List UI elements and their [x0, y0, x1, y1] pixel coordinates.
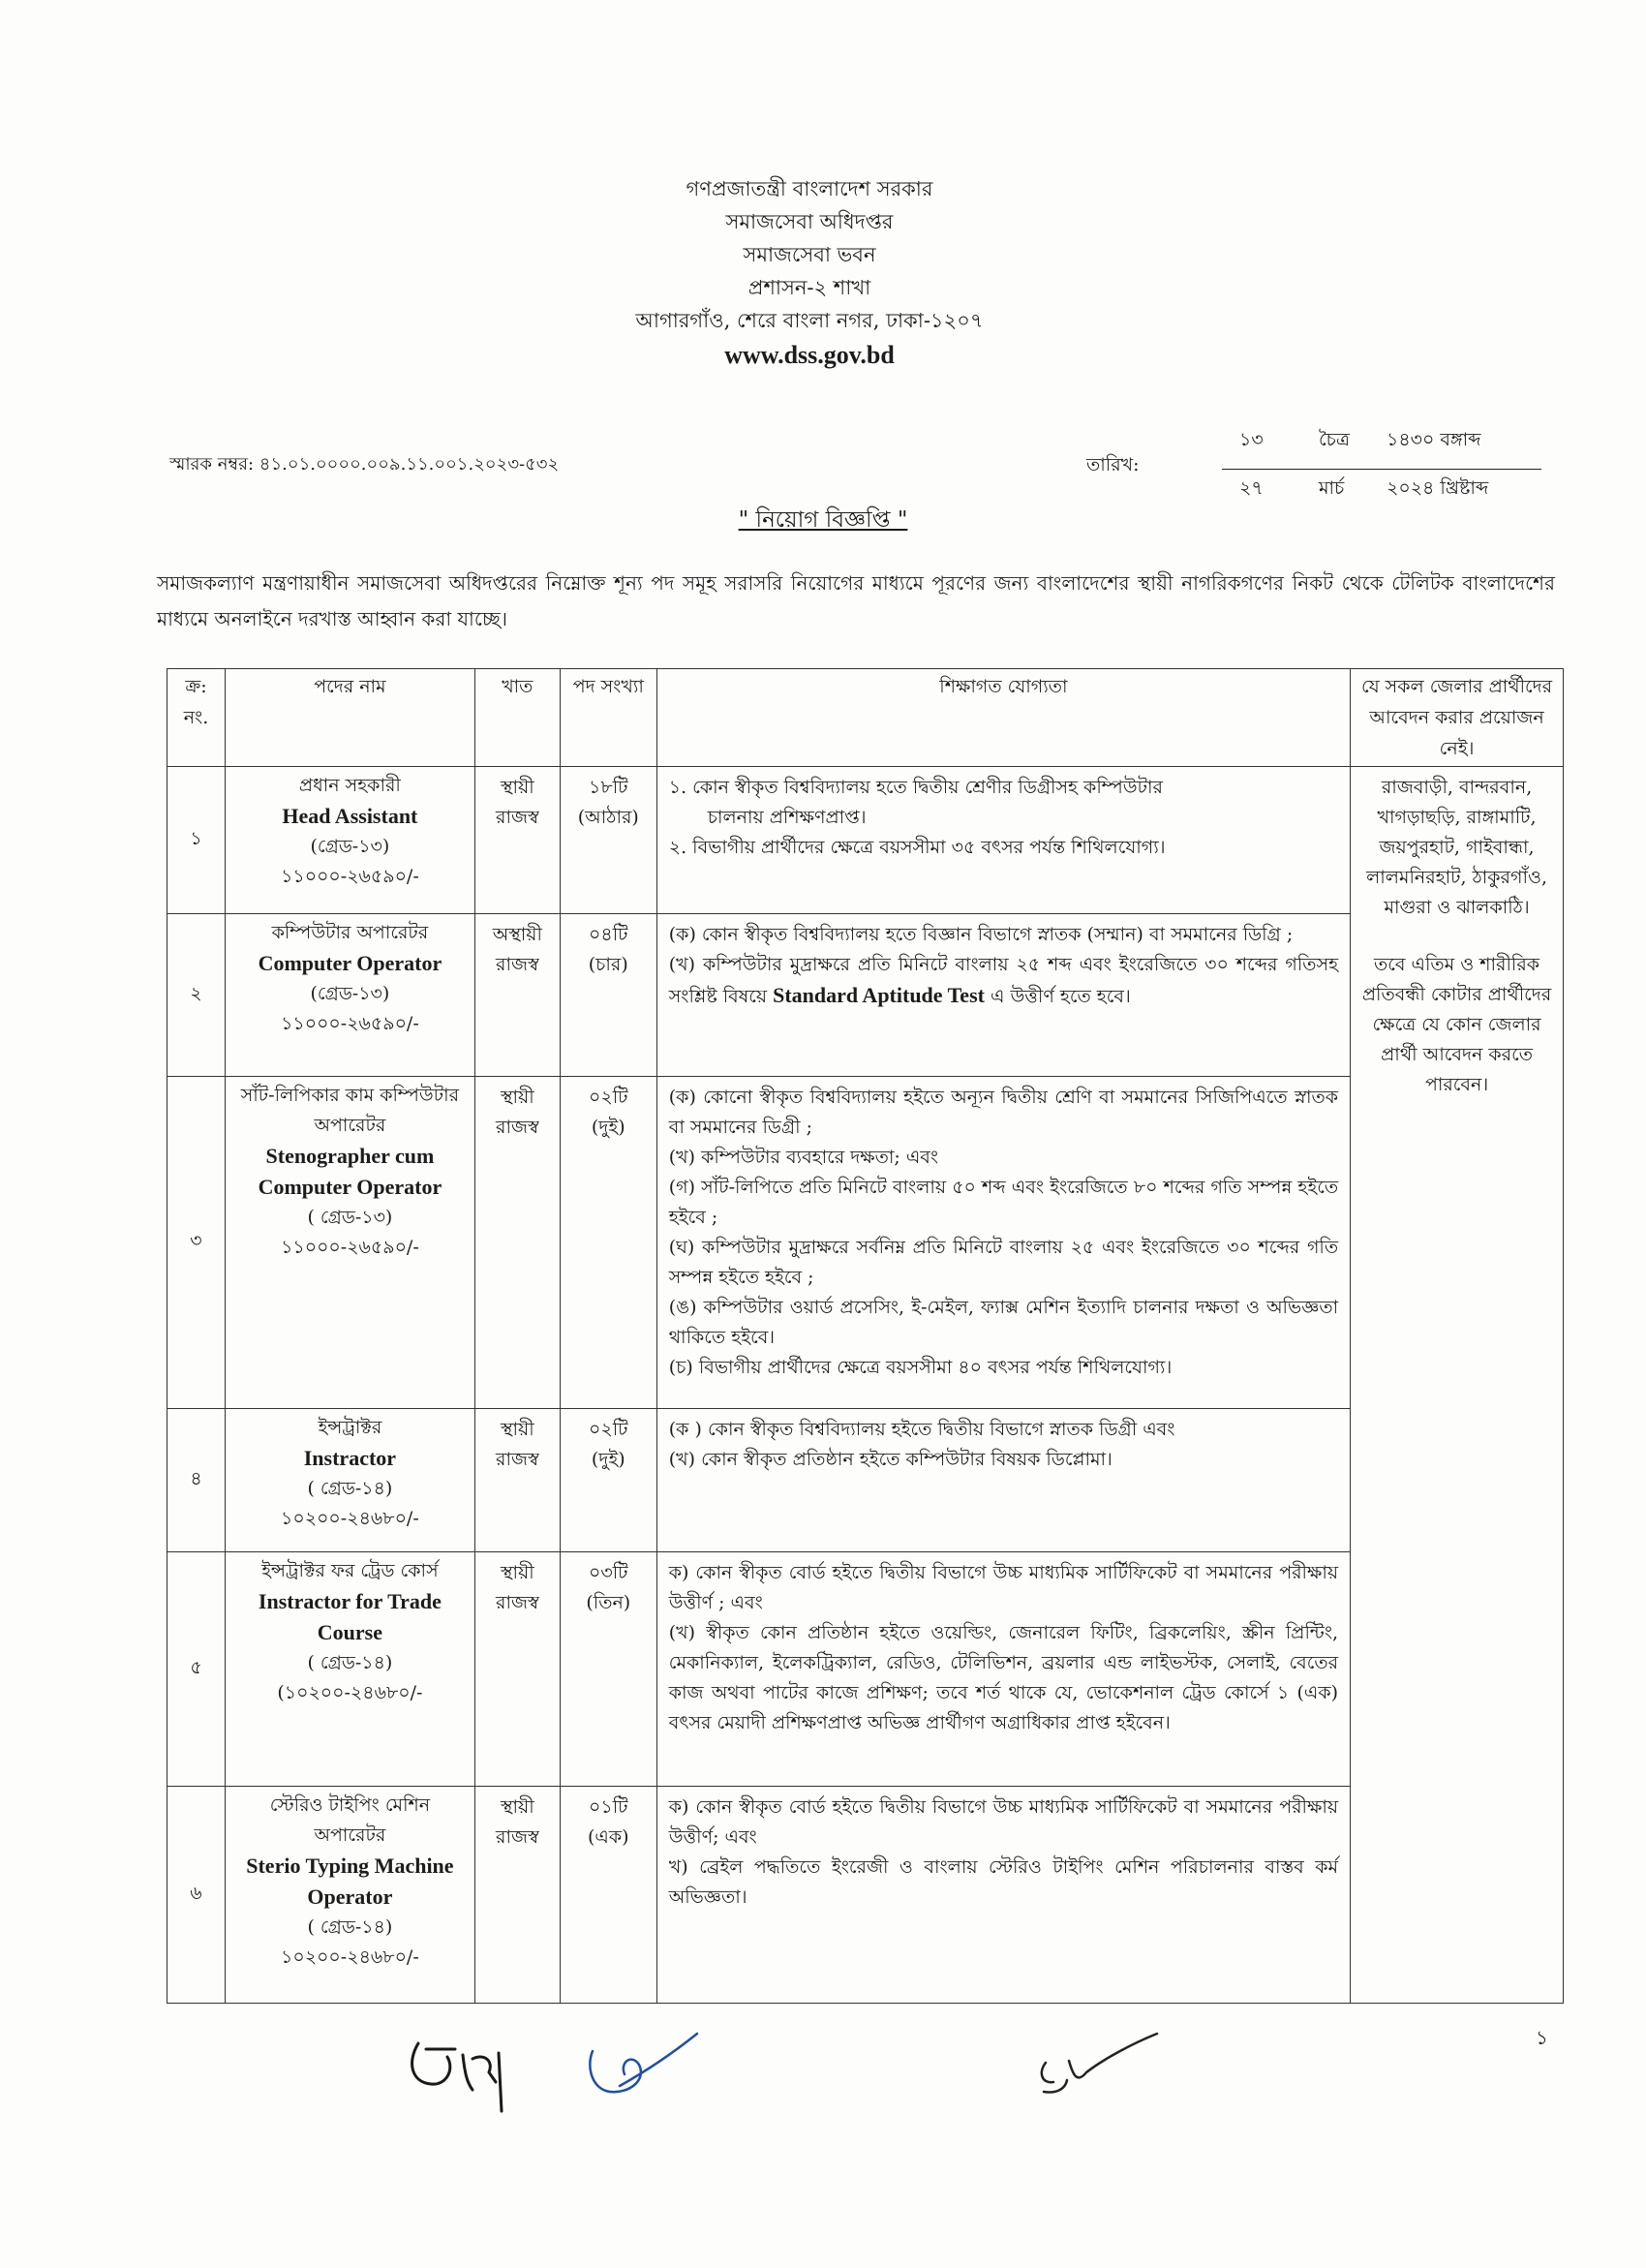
row-serial: ১ [168, 767, 226, 914]
date-bangla-month: চৈত্র [1319, 429, 1350, 450]
qual-text: (খ) কম্পিউটার মুদ্রাক্ষরে প্রতি মিনিটে বাংলায় ২৫ শব্দ এবং ইংরেজিতে ৩০ শব্দের গতিসহ সংশ্লিষ্ট বিষয়ে [668, 954, 1339, 1007]
qual-item: ২. বিভাগীয় প্রার্থীদের ক্ষেত্রে বয়সসীমা ৩৫ বৎসর পর্যন্ত শিথিলযোগ্য। [668, 837, 1166, 858]
row-count [560, 1552, 656, 1787]
address: আগারগাঁও, শেরে বাংলা নগর, ঢাকা-১২০৭ [635, 309, 984, 332]
header-districts: যে সকল জেলার প্রার্থীদের আবেদন করার প্রয়োজন নেই। [1351, 669, 1564, 767]
post-grade: (গ্রেড-১৩) [310, 836, 390, 857]
qual-item: (ক) কোন স্বীকৃত বিশ্ববিদ্যালয় হতে বিজ্ঞান বিভাগে স্নাতক (সম্মান) বা সমমানের ডিগ্রি ; [668, 924, 1294, 945]
qual-tail: এ উত্তীর্ণ হতে হবে। [991, 986, 1131, 1007]
date-divider [1222, 469, 1541, 470]
qual-item: (গ) সাঁট-লিপিতে প্রতি মিনিটে বাংলায় ৫০ শব্দ এবং ইংরেজিতে ৮০ শব্দের গতি সম্পন্ন হইতে হইবে ; [668, 1177, 1339, 1228]
row-count [560, 1077, 656, 1409]
row-serial: ৪ [168, 1409, 226, 1552]
qual-item: (খ) কম্পিউটার ব্যবহারে দক্ষতা; এবং [668, 1147, 939, 1168]
intro-paragraph: সমাজকল্যাণ মন্ত্রণায়াধীন সমাজসেবা অধিদপ্তরের নিম্নোক্ত শূন্য পদ সমূহ সরাসরি নিয়োগের মাধ্যমে পূরণের জন্য বাংলাদেশের স্থায়ী নাগরিকগণের নিকট থেকে টেলিটক বাংলাদেশের মাধ্যমে অনলাইনে দরখাস্ত আহ্বান করা যাচ্ছে। [157, 571, 1555, 630]
count-number: ০১টি [589, 1796, 628, 1818]
date-label: তারিখ: [1086, 454, 1140, 475]
post-bn: কম্পিউটার অপারেটর [271, 922, 429, 943]
row-post [225, 914, 474, 1077]
row-qualification [656, 914, 1350, 1077]
vacancy-table [167, 668, 1564, 2004]
row-qualification [656, 1552, 1350, 1787]
header-qualification: শিক্ষাগত যোগ্যতা [656, 669, 1350, 767]
row-count [560, 914, 656, 1077]
row-count [560, 1787, 656, 2004]
qual-item: (চ) বিভাগীয় প্রার্থীদের ক্ষেত্রে বয়সসীমা ৪০ বৎসর পর্যন্ত শিথিলযোগ্য। [668, 1357, 1173, 1378]
post-scale: ১১০০০-২৬৫৯০/- [281, 866, 419, 887]
post-bn: ইন্সট্রাক্টর [318, 1417, 382, 1438]
excluded-districts [1351, 767, 1564, 2004]
row-type: স্থায়ী রাজস্ব [474, 1077, 560, 1409]
post-scale: ১১০০০-২৬৫৯০/- [281, 1237, 419, 1258]
signatures [0, 2014, 1646, 2140]
row-post [225, 767, 474, 914]
district-list: রাজবাড়ী, বান্দরবান, খাগড়াছড়ি, রাঙ্গামাটি, জয়পুরহাট, গাইবান্ধা, লালমনিরহাট, ঠাকুরগাঁও, মাগুরা ও ঝালকাঠি। [1366, 777, 1547, 918]
count-words: (দুই) [591, 1117, 625, 1138]
row-type: স্থায়ী রাজস্ব [474, 1552, 560, 1787]
letterhead [0, 172, 1619, 372]
row-type: অস্থায়ী রাজস্ব [474, 914, 560, 1077]
qual-item: (ক) কোনো স্বীকৃত বিশ্ববিদ্যালয় হইতে অন্যূন দ্বিতীয় শ্রেণি বা সমমানের সিজিপিএতে স্নাতক বা সমমানের ডিগ্রী ; [668, 1087, 1339, 1138]
post-bn: সাঁট-লিপিকার কাম কম্পিউটার অপারেটর [240, 1085, 460, 1136]
post-scale: ১০২০০-২৪৬৮০/- [281, 1946, 419, 1968]
count-number: ১৮টি [589, 777, 628, 798]
date-english-day: ২৭ [1239, 477, 1264, 499]
post-bn: প্রধান সহকারী [298, 775, 401, 796]
table-header-row [168, 669, 1564, 767]
row-type: স্থায়ী রাজস্ব [474, 1787, 560, 2004]
row-post [225, 1552, 474, 1787]
post-grade: ( গ্রেড-১৩) [307, 1207, 393, 1228]
row-serial: ৬ [168, 1787, 226, 2004]
row-serial: ৩ [168, 1077, 226, 1409]
qual-item: (খ) কোন স্বীকৃত প্রতিষ্ঠান হইতে কম্পিউটার বিষয়ক ডিপ্লোমা। [668, 1449, 1113, 1470]
qual-item: খ) ব্রেইল পদ্ধতিতে ইংরেজী ও বাংলায় স্টেরিও টাইপিং মেশিন পরিচালনার বাস্তব কর্ম অভিজ্ঞতা। [668, 1856, 1339, 1908]
count-words: (দুই) [591, 1449, 625, 1470]
qual-item: ১. কোন স্বীকৃত বিশ্ববিদ্যালয় হতে দ্বিতীয় শ্রেণীর ডিগ্রীসহ কম্পিউটার [668, 777, 1163, 798]
post-scale: (১০২০০-২৪৬৮০/- [277, 1682, 423, 1703]
post-en: Instractor for Trade Course [258, 1589, 442, 1644]
row-serial: ২ [168, 914, 226, 1077]
department-name: সমাজসেবা অধিদপ্তর [725, 210, 894, 233]
qual-item [669, 950, 1338, 1012]
post-bn: ইন্সট্রাক্টর ফর ট্রেড কোর্স [261, 1560, 439, 1581]
post-en: Sterio Typing Machine Operator [246, 1854, 454, 1909]
qual-item: (ঙ) কম্পিউটার ওয়ার্ড প্রসেসিং, ই-মেইল, ফ্যাক্স মেশিন ইত্যাদি চালনার দক্ষতা ও অভিজ্ঞতা থাকিতে হইবে। [668, 1297, 1339, 1348]
header-post: পদের নাম [225, 669, 474, 767]
date-bangla-day: ১৩ [1239, 429, 1264, 450]
memo-number: স্মারক নম্বর: ৪১.০১.০০০০.০০৯.১১.০০১.২০২৩-৫৩২ [169, 454, 560, 475]
date-bangla-year: ১৪৩০ বঙ্গাব্দ [1387, 429, 1481, 450]
row-post [225, 1787, 474, 2004]
post-en: Stenographer cum Computer Operator [258, 1144, 442, 1199]
post-en: Head Assistant [282, 804, 418, 828]
row-post [225, 1409, 474, 1552]
district-note: তবে এতিম ও শারীরিক প্রতিবন্ধী কোটার প্রার্থীদের ক্ষেত্রে যে কোন জেলার প্রার্থী আবেদন করতে পারবেন। [1361, 954, 1552, 1095]
section-name: প্রশাসন-২ শাখা [747, 276, 871, 299]
row-qualification [656, 767, 1350, 914]
qual-item: (ঘ) কম্পিউটার মুদ্রাক্ষরে সর্বনিম্ন প্রতি মিনিটে বাংলায় ২৫ এবং ইংরেজিতে ৩০ শব্দের গতি সম্পন্ন হইতে হইবে ; [668, 1237, 1339, 1288]
row-serial: ৫ [168, 1552, 226, 1787]
building-name: সমাজসেবা ভবন [743, 243, 876, 266]
row-count [560, 1409, 656, 1552]
post-grade: (গ্রেড-১৩) [310, 983, 390, 1004]
qual-item: (খ) স্বীকৃত কোন প্রতিষ্ঠান হইতে ওয়েল্ডিং, জেনারেল ফিটিং, ব্রিকলেয়িং, স্ক্রীন প্রিন্টিং, মেকানিক্যাল, ইলেকট্রিক্যাল, রেডিও, টেলিভিশন, ব্রয়লার এন্ড লাইভস্টক, সেলাই, বেতের কাজ অথবা পাটের কাজে প্রশিক্ষণ; তবে শর্ত থাকে যে, ভোকেশনাল ট্রেড কোর্সে ১ (এক) বৎসর মেয়াদী প্রশিক্ষণপ্রাপ্ত অভিজ্ঞ প্রার্থীগণ অগ্রাধিকার প্রাপ্ত হইবেন। [668, 1622, 1339, 1733]
count-words: (আঠার) [577, 807, 639, 828]
count-words: (চার) [588, 954, 628, 975]
post-grade: ( গ্রেড-১৪) [307, 1652, 393, 1673]
date-english-year: ২০২৪ খ্রিষ্টাব্দ [1387, 477, 1489, 499]
row-type: স্থায়ী রাজস্ব [474, 1409, 560, 1552]
header-serial: ক্র: নং. [168, 669, 226, 767]
count-number: ০৪টি [589, 924, 628, 945]
row-type: স্থায়ী রাজস্ব [474, 767, 560, 914]
signature-2 [590, 2034, 697, 2092]
row-post [225, 1077, 474, 1409]
post-scale: ১১০০০-২৬৫৯০/- [281, 1013, 419, 1034]
row-qualification [656, 1787, 1350, 2004]
govt-name: গণপ্রজাতন্ত্রী বাংলাদেশ সরকার [686, 177, 933, 200]
row-count [560, 767, 656, 914]
post-scale: ১০২০০-২৪৬৮০/- [281, 1508, 419, 1529]
notice-title [0, 502, 1646, 539]
count-words: (তিন) [586, 1592, 631, 1613]
qual-item: (ক ) কোন স্বীকৃত বিশ্ববিদ্যালয় হইতে দ্বিতীয় বিভাগে স্নাতক ডিগ্রী এবং [668, 1419, 1175, 1440]
post-grade: ( গ্রেড-১৪) [307, 1478, 393, 1499]
count-words: (এক) [587, 1826, 629, 1848]
qual-item: চালনায় প্রশিক্ষণপ্রাপ্ত। [707, 807, 867, 828]
notice-title-text: " নিয়োগ বিজ্ঞপ্তি " [738, 507, 908, 533]
post-grade: ( গ্রেড-১৪) [307, 1916, 393, 1938]
count-number: ০২টি [589, 1419, 628, 1440]
table-row [168, 767, 1564, 914]
qual-bold-test: Standard Aptitude Test [773, 983, 985, 1007]
page-number: ১ [1536, 2026, 1548, 2049]
header-count: পদ সংখ্যা [560, 669, 656, 767]
count-number: ০২টি [589, 1087, 628, 1108]
row-qualification [656, 1077, 1350, 1409]
row-qualification [656, 1409, 1350, 1552]
qual-item: ক) কোন স্বীকৃত বোর্ড হইতে দ্বিতীয় বিভাগে উচ্চ মাধ্যমিক সার্টিফিকেট বা সমমানের পরীক্ষায় উত্তীর্ণ ; এবং [668, 1562, 1339, 1613]
post-bn: স্টেরিও টাইপিং মেশিন অপারেটর [269, 1794, 431, 1846]
signature-1 [412, 2043, 502, 2111]
website-link[interactable]: www.dss.gov.bd [724, 341, 895, 369]
post-en: Computer Operator [258, 951, 442, 975]
post-en: Instractor [303, 1446, 397, 1470]
qual-item: ক) কোন স্বীকৃত বোর্ড হইতে দ্বিতীয় বিভাগে উচ্চ মাধ্যমিক সার্টিফিকেট বা সমমানের পরীক্ষায় উত্তীর্ণ; এবং [668, 1796, 1339, 1848]
signature-3 [1042, 2034, 1157, 2093]
date-english-month: মার্চ [1319, 477, 1345, 499]
count-number: ০৩টি [589, 1562, 628, 1583]
header-type: খাত [474, 669, 560, 767]
